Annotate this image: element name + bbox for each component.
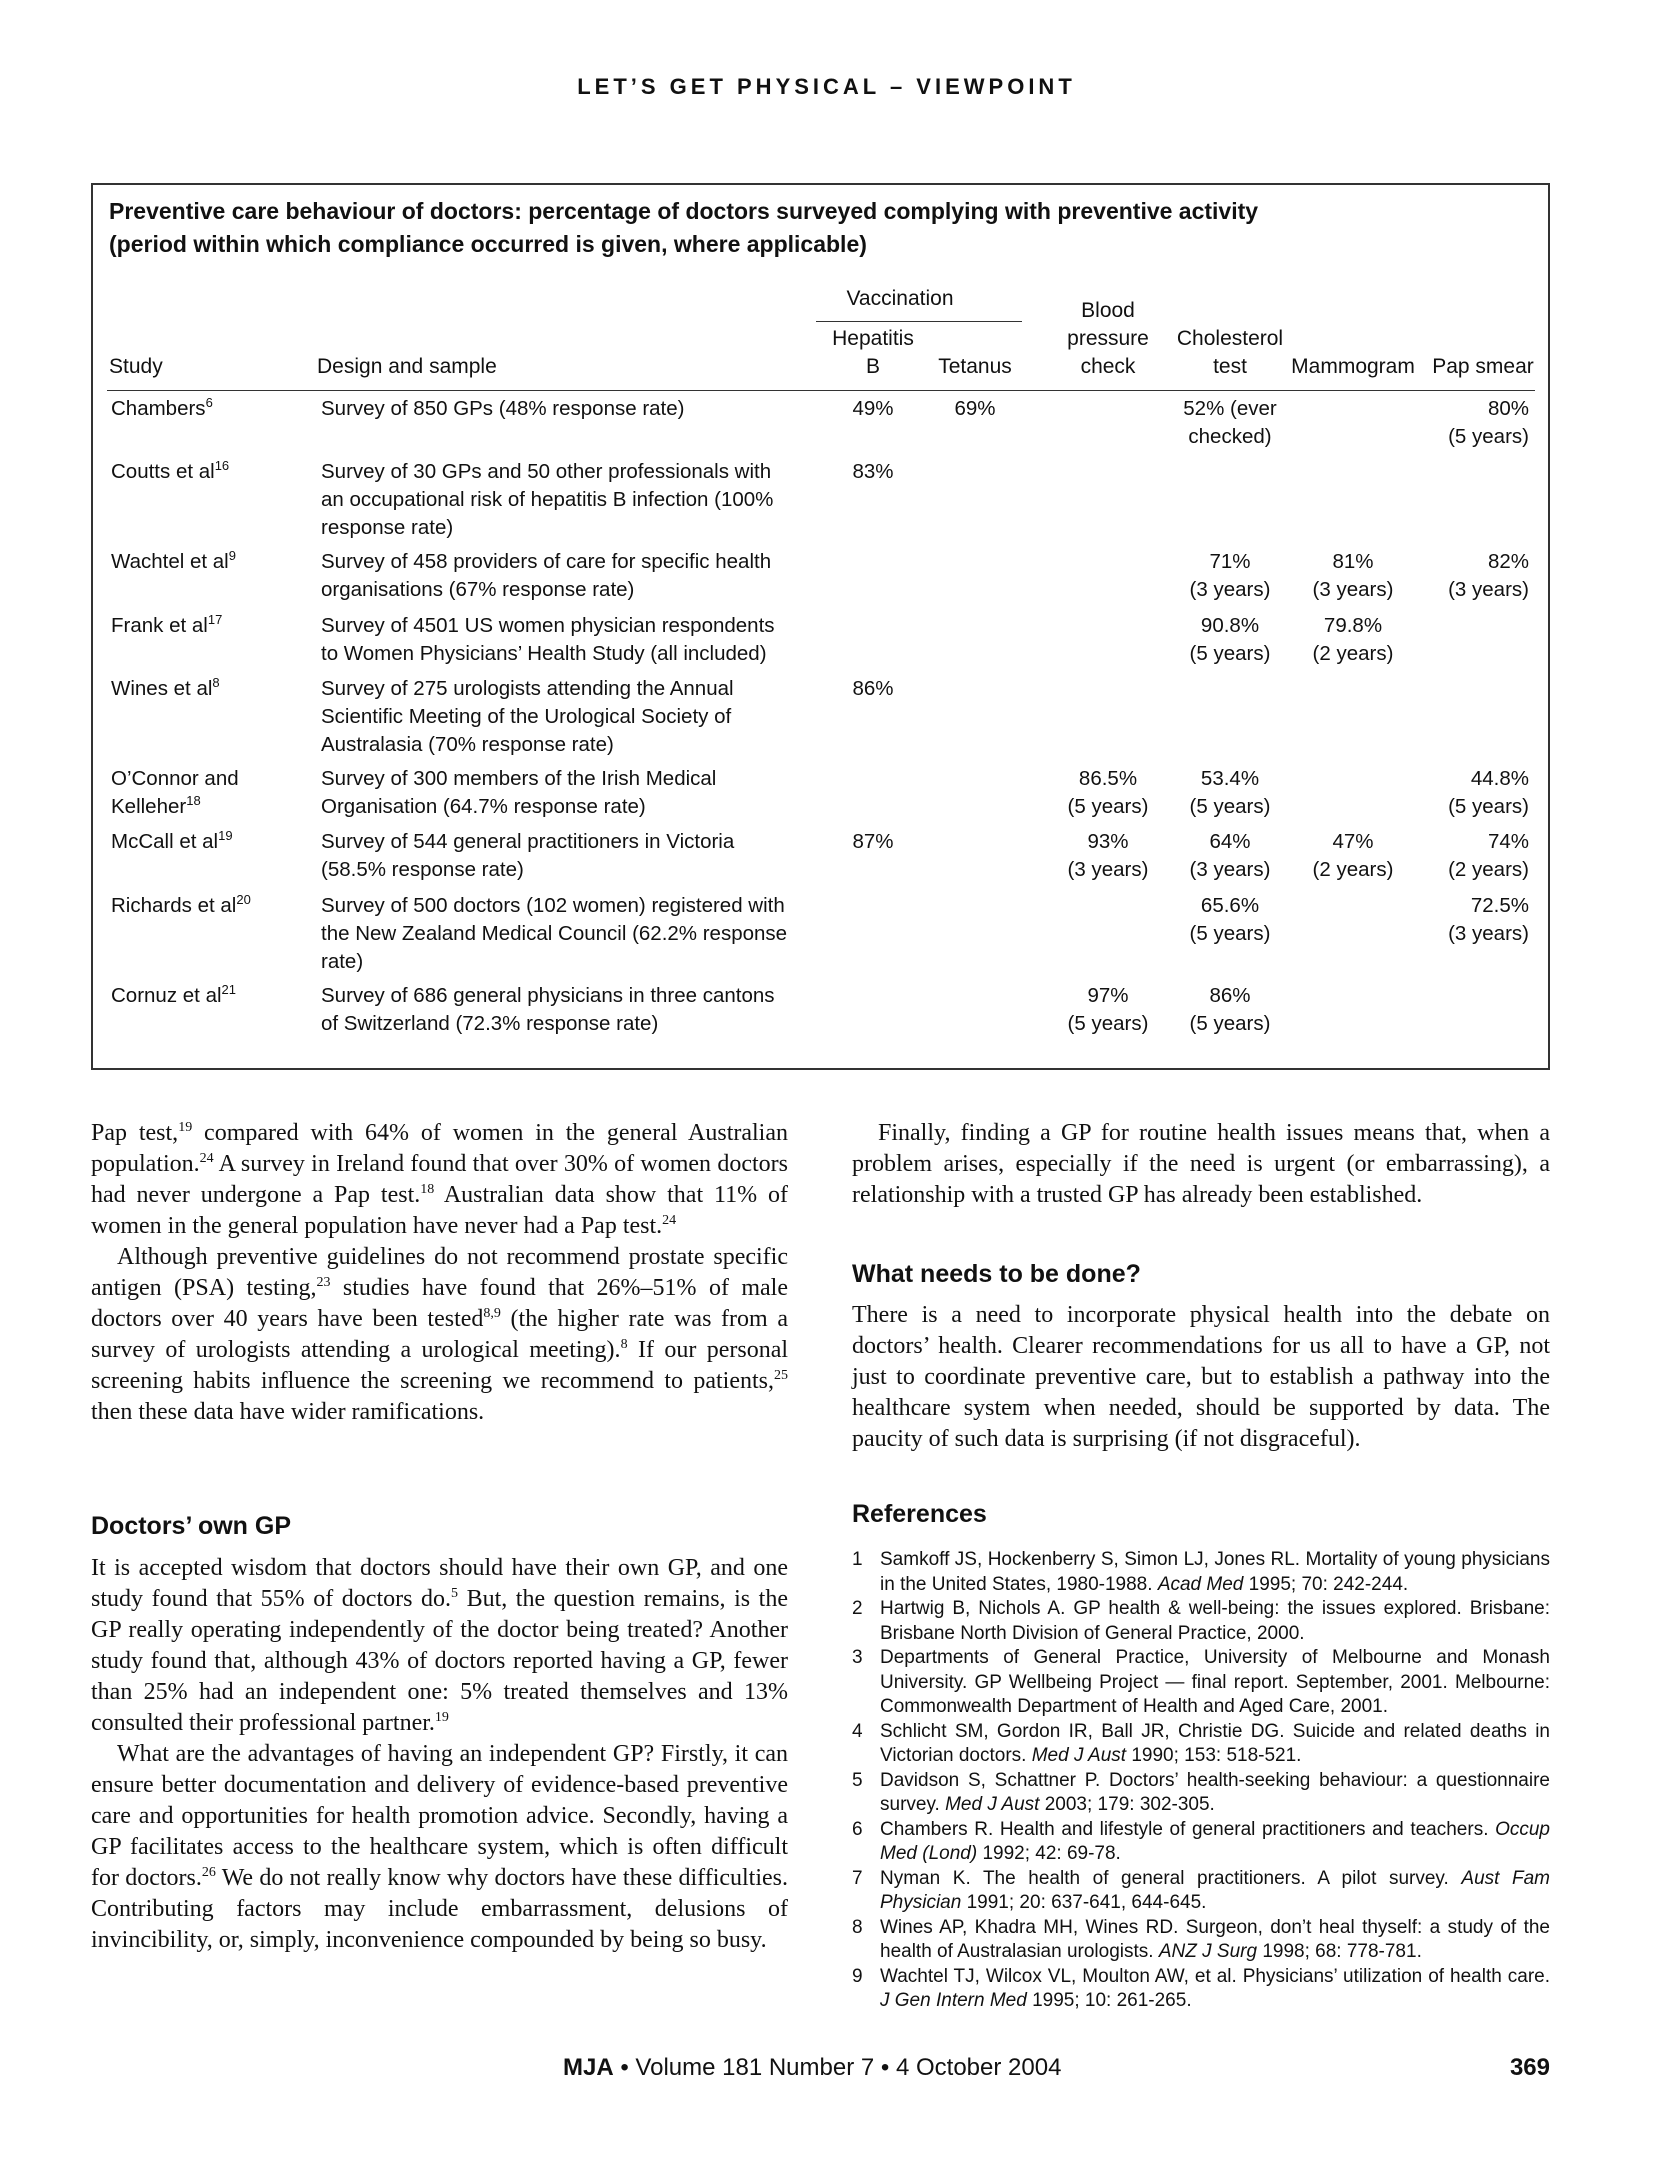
reference-list	[852, 1548, 1550, 2014]
pap-value: (3 years)	[1448, 922, 1529, 945]
left-column-top	[91, 1118, 788, 1428]
design-text: Survey of 300 members of the Irish Medical	[321, 767, 717, 790]
reference-number: 6	[205, 395, 213, 411]
reference-number: 5	[852, 1769, 863, 1791]
reference-text: Davidson S, Schattner P. Doctors’ health-seeking behaviour: a questionnaire survey. Med J Aust 2003; 179: 302-305.	[880, 1769, 1550, 1815]
footer-date: 4 October 2004	[895, 2054, 1062, 2081]
journal-name: ANZ J Surg	[1158, 1941, 1258, 1962]
pap-value: 80%	[1487, 397, 1529, 420]
reference-text: Chambers R. Health and lifestyle of general practitioners and teachers. Occup Med (Lond) 1992; 42: 69-78.	[880, 1818, 1550, 1864]
chol-value: 86%	[1209, 984, 1251, 1007]
reference-number: 20	[236, 892, 251, 908]
reference-item	[852, 1548, 1550, 1597]
reference-text: Nyman K. The health of general practitioners. A pilot survey. Aust Fam Physician 1991; 20: 637-641, 644-645.	[880, 1867, 1550, 1913]
tetanus-value: 69%	[954, 397, 996, 420]
header-tetanus: Tetanus	[938, 355, 1012, 378]
section-heading-what-needs: What needs to be done?	[852, 1260, 1141, 1288]
header-rule	[107, 390, 1535, 391]
study-name: Richards et al	[111, 894, 237, 917]
design-text: Survey of 500 doctors (102 women) registered with	[321, 894, 785, 917]
design-text: rate)	[321, 950, 364, 973]
design-text: the New Zealand Medical Council (62.2% response	[321, 922, 788, 945]
header-chol-1: Cholesterol	[1176, 327, 1284, 350]
reference-text: Schlicht SM, Gordon IR, Ball JR, Christie DG. Suicide and related deaths in Victorian doctors. Med J Aust 1990; 153: 518-521.	[880, 1720, 1550, 1766]
section-heading-references: References	[852, 1500, 987, 1528]
reference-text: Hartwig B, Nichols A. GP health & well-being: the issues explored. Brisbane: Brisbane North Division of General Practice, 2000.	[880, 1598, 1550, 1644]
reference-number: 6	[852, 1818, 863, 1840]
reference-number: 21	[221, 982, 236, 998]
pap-value: 74%	[1487, 830, 1529, 853]
header-chol-2: test	[1213, 355, 1247, 378]
page-footer	[563, 2054, 1061, 2082]
reference-item	[852, 1597, 1550, 1646]
hepatitis-value: 83%	[852, 460, 894, 483]
journal-name: Med J Aust	[1031, 1745, 1127, 1766]
chol-value: checked)	[1188, 425, 1272, 448]
reference-number: 9	[228, 548, 236, 564]
pap-value: 82%	[1487, 550, 1529, 573]
table-caption-line1: Preventive care behaviour of doctors: percentage of doctors surveyed complying with preventive activity	[109, 198, 1259, 224]
reference-item	[852, 1818, 1550, 1867]
bp-value: (5 years)	[1067, 795, 1149, 818]
header-hepatitis-1: Hepatitis	[832, 327, 914, 350]
paragraph: Finally, finding a GP for routine health issues means that, when a problem arises, especially if the need is urgent (or embarrassing), a relationship with a trusted GP has already been established.	[852, 1120, 1550, 1208]
design-text: Survey of 850 GPs (48% response rate)	[321, 397, 685, 420]
reference-text: Departments of General Practice, University of Melbourne and Monash University. GP Wellbeing Project — final report. September, 2001. Melbourne: Commonwealth Department of Health and Aged Care, 2001.	[880, 1647, 1550, 1717]
pap-value: (5 years)	[1448, 795, 1529, 818]
chol-value: 64%	[1209, 830, 1251, 853]
study-name: Wachtel et al	[111, 550, 229, 573]
study-cell	[111, 982, 311, 1010]
mam-value: 79.8%	[1323, 614, 1383, 637]
study-name: Chambers	[111, 397, 206, 420]
chol-value: (3 years)	[1189, 858, 1271, 881]
mam-value: 47%	[1332, 830, 1374, 853]
reference-number: 16	[214, 458, 230, 474]
design-text: response rate)	[321, 516, 454, 539]
pap-value: (2 years)	[1448, 858, 1529, 881]
pap-value: 72.5%	[1470, 894, 1529, 917]
table-caption	[109, 195, 1409, 261]
study-cell	[111, 612, 311, 640]
table-caption-line2: (period within which compliance occurred is given, where applicable)	[109, 231, 867, 257]
section-heading-doctors-gp: Doctors’ own GP	[91, 1512, 292, 1540]
design-text: an occupational risk of hepatitis B infection (100%	[321, 488, 774, 511]
footer-issue: Volume 181 Number 7	[635, 2054, 875, 2081]
bp-value: 93%	[1087, 830, 1129, 853]
design-text: Survey of 458 providers of care for specific health	[321, 550, 772, 573]
hepatitis-value: 49%	[852, 397, 894, 420]
paragraph: Although preventive guidelines do not recommend prostate specific antigen (PSA) testing,$^{23}$ studies have found that 26%–51% of male doctors over 40 years have been tested$^{8,9}$ (the higher rate was from a survey of urologists attending a urological meeting).$^8$ If our personal screening habits influence the screening we recommend to patients,$^{25}$ then these data have wider ramifications.	[91, 1244, 789, 1425]
reference-item	[852, 1965, 1550, 2014]
paragraph: Pap test,$^{19}$ compared with 64% of women in the general Australian population.$^{24}$ A survey in Ireland found that over 30% of women doctors had never undergone a Pap test.$^{18}$ Australian data show that 11% of women in the general population have never had a Pap test.$^{24}$	[91, 1120, 789, 1239]
footer-bullet: •	[880, 2054, 890, 2081]
design-text: to Women Physicians’ Health Study (all included)	[321, 642, 767, 665]
reference-text: Wachtel TJ, Wilcox VL, Moulton AW, et al. Physicians’ utilization of health care. J Gen Intern Med 1995; 10: 261-265.	[880, 1965, 1550, 2011]
study-cell	[111, 675, 311, 703]
journal-name: J Gen Intern Med	[880, 1990, 1027, 2011]
bp-value: (3 years)	[1067, 858, 1149, 881]
bp-value: 86.5%	[1078, 767, 1138, 790]
bp-value: (5 years)	[1067, 1012, 1149, 1035]
design-text: Survey of 4501 US women physician respondents	[321, 614, 775, 637]
vaccination-rule	[816, 321, 1022, 322]
header-mammogram: Mammogram	[1291, 355, 1415, 378]
footer-journal: MJA	[563, 2054, 614, 2081]
design-text: of Switzerland (72.3% response rate)	[321, 1012, 659, 1035]
right-column-top	[852, 1118, 1550, 1211]
chol-value: (5 years)	[1189, 795, 1271, 818]
journal-name: Acad Med	[1157, 1573, 1244, 1595]
chol-value: 90.8%	[1200, 614, 1260, 637]
reference-number: 7	[852, 1867, 863, 1889]
header-vaccination: Vaccination	[846, 287, 954, 310]
design-text: Survey of 544 general practitioners in Victoria	[321, 830, 735, 853]
header-bp-3: check	[1080, 355, 1136, 378]
pap-value: 44.8%	[1470, 767, 1529, 790]
chol-value: (5 years)	[1189, 1012, 1271, 1035]
header-pap: Pap smear	[1432, 355, 1534, 378]
study-name: Cornuz et al	[111, 984, 222, 1007]
study-name-line2: Kelleher	[111, 795, 187, 818]
design-text: (58.5% response rate)	[321, 858, 524, 881]
reference-item	[852, 1646, 1550, 1720]
pap-value: (3 years)	[1448, 578, 1529, 601]
study-cell	[111, 765, 311, 821]
header-bp-2: pressure	[1067, 327, 1149, 350]
bp-value: 97%	[1087, 984, 1129, 1007]
reference-item	[852, 1769, 1550, 1818]
mam-value: 81%	[1332, 550, 1374, 573]
compliance-table	[91, 183, 1550, 1070]
header-study: Study	[109, 355, 163, 378]
reference-number: 8	[852, 1916, 863, 1938]
design-text: Australasia (70% response rate)	[321, 733, 614, 756]
reference-number: 18	[186, 793, 201, 809]
hepatitis-value: 86%	[852, 677, 894, 700]
design-text: Organisation (64.7% response rate)	[321, 795, 646, 818]
chol-value: 53.4%	[1200, 767, 1260, 790]
reference-item	[852, 1916, 1550, 1965]
mam-value: (2 years)	[1312, 642, 1394, 665]
study-cell	[111, 395, 311, 423]
study-cell	[111, 828, 311, 856]
reference-number: 1	[852, 1549, 863, 1570]
reference-number: 2	[852, 1598, 863, 1619]
reference-number: 19	[218, 828, 233, 844]
running-head: LET’S GET PHYSICAL – VIEWPOINT	[577, 74, 1076, 99]
design-text: Scientific Meeting of the Urological Society of	[321, 705, 732, 728]
study-name: Frank et al	[111, 614, 208, 637]
reference-text: Samkoff JS, Hockenberry S, Simon LJ, Jones RL. Mortality of young physicians in the United States, 1980-1988. Acad Med 1995; 70: 242-244.	[880, 1549, 1550, 1595]
reference-number: 9	[852, 1965, 863, 1987]
reference-number: 3	[852, 1647, 863, 1668]
left-column-bottom	[91, 1553, 788, 1956]
design-text: Survey of 275 urologists attending the Annual	[321, 677, 734, 700]
journal-name: Aust Fam Physician	[880, 1867, 1550, 1913]
reference-number: 8	[212, 675, 220, 691]
right-column-middle	[852, 1300, 1550, 1455]
journal-name: Occup Med (Lond)	[880, 1818, 1550, 1864]
chol-value: (5 years)	[1189, 642, 1271, 665]
reference-text: Wines AP, Khadra MH, Wines RD. Surgeon, don’t heal thyself: a study of the health of Australasian urologists. ANZ J Surg 1998; 68: 778-781.	[880, 1916, 1550, 1962]
design-text: Survey of 686 general physicians in three cantons	[321, 984, 775, 1007]
mam-value: (3 years)	[1312, 578, 1394, 601]
design-text: Survey of 30 GPs and 50 other professionals with	[321, 460, 772, 483]
reference-number: 17	[207, 612, 223, 628]
chol-value: (5 years)	[1189, 922, 1271, 945]
paragraph: There is a need to incorporate physical health into the debate on doctors’ health. Clearer recommendations for us all to have a GP, not just to coordinate preventive care, but to establish a pathway into the healthcare system when needed, should be supported by data. The paucity of such data is surprising (if not disgraceful).	[852, 1302, 1550, 1452]
header-bp-1: Blood	[1081, 299, 1135, 322]
page-number: 369	[1509, 2054, 1550, 2081]
study-cell	[111, 458, 311, 486]
paragraph: What are the advantages of having an independent GP? Firstly, it can ensure better documentation and delivery of evidence-based preventive care and opportunities for health promotion advice. Secondly, having a GP facilitates access to the healthcare system, which is often difficult for doctors.$^{26}$ We do not really know why doctors have these difficulties. Contributing factors may include embarrassment, delusions of invincibility, or, simply, inconvenience compounded by being so busy.	[91, 1741, 789, 1953]
chol-value: 65.6%	[1200, 894, 1260, 917]
reference-number: 4	[852, 1720, 863, 1742]
study-name: O’Connor and	[111, 767, 239, 790]
hepatitis-value: 87%	[852, 830, 894, 853]
paragraph: It is accepted wisdom that doctors should have their own GP, and one study found that 55% of doctors do.$^5$ But, the question remains, is the GP really operating independently of the doctor being treated? Another study found that, although 43% of doctors reported having a GP, fewer than 25% had an independent one: 5% treated themselves and 13% consulted their professional partner.$^{19}$	[91, 1555, 788, 1736]
chol-value: 71%	[1209, 550, 1251, 573]
mam-value: (2 years)	[1312, 858, 1394, 881]
study-cell	[111, 548, 311, 576]
header-design: Design and sample	[317, 355, 497, 378]
study-name: McCall et al	[111, 830, 219, 853]
pap-value: (5 years)	[1448, 425, 1529, 448]
reference-item	[852, 1720, 1550, 1769]
study-name: Coutts et al	[111, 460, 215, 483]
chol-value: 52% (ever	[1183, 397, 1277, 420]
reference-item	[852, 1867, 1550, 1916]
design-text: organisations (67% response rate)	[321, 578, 635, 601]
chol-value: (3 years)	[1189, 578, 1271, 601]
header-hepatitis-2: B	[865, 355, 880, 378]
study-name: Wines et al	[111, 677, 213, 700]
footer-bullet: •	[620, 2054, 629, 2081]
journal-name: Med J Aust	[945, 1794, 1040, 1815]
study-cell	[111, 892, 311, 920]
